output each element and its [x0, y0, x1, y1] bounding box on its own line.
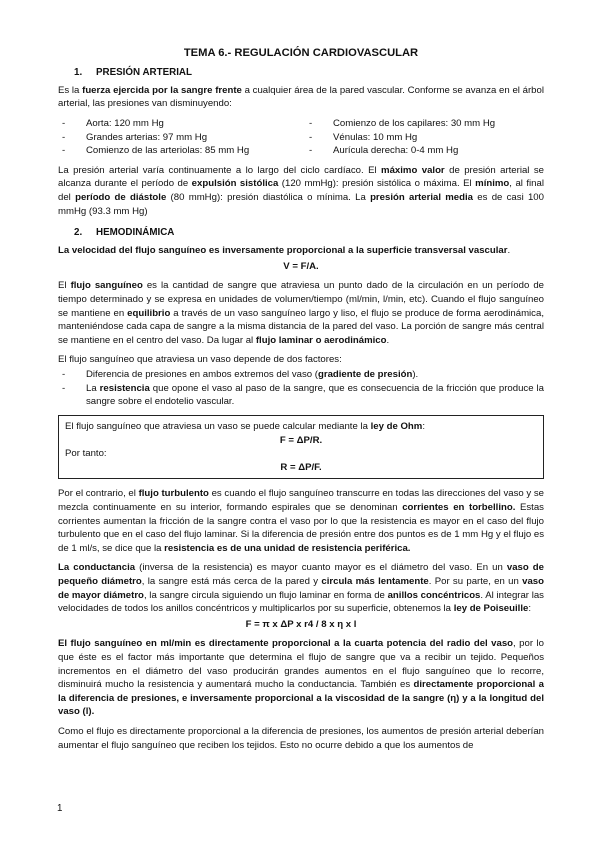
text-run: período de diástole — [75, 192, 167, 204]
list-item: - Diferencia de presiones en ambos extremos del vaso (gradiente de presión). — [62, 369, 419, 381]
text-run: fuerza ejercida por la sangre frente — [82, 84, 242, 96]
text-run: El — [58, 280, 71, 292]
text-run: gradiente de presión — [317, 369, 413, 381]
pressure-item: - Grandes arterias: 97 mm Hg — [62, 131, 208, 143]
paragraph-factors-intro: El flujo sanguíneo que atraviesa un vaso depende de dos factores: — [58, 354, 342, 366]
paragraph-radius — [58, 637, 544, 719]
section-heading-text: PRESIÓN ARTERIAL — [96, 66, 192, 78]
text-run: es de casi 100 mmHg (93.3 mm Hg) — [58, 192, 544, 217]
pressure-item: - Vénulas: 10 mm Hg — [309, 131, 418, 143]
pressure-item-text: Aorta: 120 mm Hg — [86, 118, 164, 130]
text-run: (inversa de la resistencia) es mayor cuanto mayor es el diámetro del vaso. En un — [135, 562, 507, 574]
text-run: Diferencia de presiones en ambos extremos del vaso ( — [86, 369, 318, 381]
text-run: ley de Poiseuille — [453, 603, 529, 615]
paragraph-flow-definition — [58, 279, 544, 347]
pressure-item: - Comienzo de las arteriolas: 85 mm Hg — [62, 145, 250, 157]
text-run: ley de Ohm — [370, 420, 423, 432]
pressure-item-text: Grandes arterias: 97 mm Hg — [86, 131, 208, 143]
text-run: , al final del — [58, 178, 544, 204]
text-run: (120 mmHg): presión sistólica o máxima. El — [278, 178, 476, 190]
text-run: vaso de mayor diámetro — [58, 576, 544, 601]
formula-poiseuille: F = π x ΔP x r4 / 8 x η x l — [245, 618, 357, 630]
text-run: Estas corrientes aumentan la fricción de la sangre contra el vaso por lo que la resistencia es mayor en el caso del flujo turbulento que en el caso del flujo laminar. Si la diferencia de presión entre dos puntos es de 1 mm Hg y el flujo es de 1 ml/s, se dice que la — [58, 501, 544, 554]
list-item: - La resistencia que opone el vaso al paso de la sangre, que es consecuencia de la fricción que produce la sangre sobre el endotelio vascular. — [62, 382, 544, 408]
text-run: es la cantidad de sangre que atraviesa un punto dado de la circulación en un período de tiempo determinado y se expresa en unidades de volumen/tiempo (ml/min, l/min, etc). Cuando el flujo sanguíneo se mantiene en — [58, 280, 544, 319]
text-run: circula más lentamente — [321, 576, 429, 587]
pressure-item: - Aurícula derecha: 0-4 mm Hg — [309, 145, 459, 157]
text-run: resistencia — [99, 382, 150, 394]
text-run: El flujo sanguíneo que atraviesa un vaso se puede calcular mediante la — [65, 420, 371, 432]
page-title: TEMA 6.- REGULACIÓN CARDIOVASCULAR — [183, 47, 419, 59]
page-content — [58, 46, 544, 758]
section-heading-presion-arterial — [74, 66, 544, 80]
text-run: a través de un vaso sanguíneo largo y liso, el flujo se produce de forma aerodinámica, manteniéndose cada capa de sangre a la misma distancia de la pared del vaso. La porción de sangre más central se mantiene en el centro del vaso. Da lugar al — [58, 307, 544, 346]
formula-resistance: R = ΔP/F. — [280, 461, 322, 473]
paragraph-variation — [58, 164, 544, 218]
text-run: resistencia es de una unidad de resistencia periférica. — [164, 542, 411, 554]
text-run: (80 mmHg): presión diastólica o mínima. La — [166, 192, 371, 204]
ohm-law-text — [65, 420, 537, 434]
text-run: flujo sanguíneo — [70, 280, 143, 292]
text-run: corrientes en torbellino. — [402, 501, 516, 513]
paragraph-turbulent — [58, 487, 544, 555]
paragraph-last — [58, 725, 544, 752]
text-run: La — [86, 382, 100, 394]
por-tanto-label: Por tanto: — [65, 448, 107, 460]
text-run: Por el contrario, el — [58, 488, 139, 500]
pressure-list — [58, 117, 544, 158]
text-run: El flujo sanguíneo en ml/min es directamente proporcional a la cuarta potencia del radio del vaso — [58, 638, 514, 650]
section-heading-text: HEMODINÁMICA — [96, 227, 175, 239]
text-run: ). — [412, 369, 419, 381]
section-number: 2. — [74, 227, 83, 239]
text-run: mínimo — [475, 178, 510, 190]
text-run: flujo laminar o aerodinámico — [255, 334, 387, 346]
section-heading-hemodinamica — [74, 226, 544, 240]
pressure-list-left — [58, 117, 297, 158]
text-run: presión arterial media — [370, 192, 473, 204]
text-run: expulsión sistólica — [191, 178, 279, 190]
page-number: 1 — [57, 803, 63, 814]
text-run: que opone el vaso al paso de la sangre, que es consecuencia de la fricción que produce la sangre sobre el endotelio vascular. — [86, 382, 544, 408]
text-run: , la sangre circula siguiendo un flujo laminar en forma de — [143, 589, 388, 601]
factors-list — [58, 368, 544, 409]
text-run: anillos concéntricos — [387, 589, 481, 601]
text-run: . — [507, 245, 511, 257]
text-run: máximo valor — [381, 164, 445, 176]
text-run: equilibrio — [127, 307, 171, 319]
paragraph-conductance — [58, 561, 544, 615]
pressure-item: - Comienzo de los capilares: 30 mm Hg — [309, 118, 496, 130]
formula-ohm: F = ΔP/R. — [279, 434, 323, 446]
paragraph-velocity — [58, 244, 544, 258]
text-run: , la sangre está más cerca de la pared y — [141, 576, 322, 587]
factor-resistance — [86, 382, 544, 409]
text-run: : — [422, 420, 425, 432]
text-run: directamente proporcional a la diferencia de presiones, e inversamente proporcional a la viscosidad de la sangre (η) y a la longitud del vaso (l). — [58, 679, 545, 718]
text-run: flujo turbulento — [138, 488, 209, 500]
paragraph-intro — [58, 84, 544, 111]
pressure-item-text: Vénulas: 10 mm Hg — [333, 131, 418, 143]
text-run: Como el flujo es directamente proporcional a la diferencia de presiones, los aumentos de presión arterial deberían aumentar el flujo sanguíneo que reciben los tejidos. Esto no ocurre debido a que los aumentos de — [58, 726, 544, 751]
pressure-item-text: Comienzo de las arteriolas: 85 mm Hg — [86, 145, 250, 157]
text-run: La conductancia — [58, 562, 136, 574]
pressure-item-text: Comienzo de los capilares: 30 mm Hg — [333, 118, 496, 130]
text-run: La presión arterial varía continuamente a lo largo del ciclo cardíaco. El — [58, 164, 382, 176]
text-run: : — [528, 603, 532, 615]
pressure-item: - Aorta: 120 mm Hg — [62, 118, 164, 130]
text-run: Es la — [58, 84, 83, 96]
text-run: . Al integrar las velocidades de todos los anillos concéntricos y multiplicarlos por su superficie, obtenemos la — [58, 589, 544, 615]
text-run: , por lo que éste es el factor más importante que determina el flujo de sangre que va a recibir un tejido. Pequeños incrementos en el diámetro del vaso producirán grandes aumentos en el flujo sanguíneo que lo recorre, disminuirá mucho la resistencia y aumentará mucho la conductancia. También es — [58, 638, 544, 691]
factor-pressure-gradient — [86, 368, 418, 382]
text-run: de presión arterial se alcanza durante el período de — [58, 164, 544, 190]
text-run: es cuando el flujo sanguíneo transcurre en todas las direcciones del vaso y se mezcla continuamente en su interior, formando espirales que se denominan — [58, 488, 544, 513]
text-run: La velocidad del flujo sanguíneo es inversamente proporcional a la superficie transversal vascular — [58, 245, 508, 257]
pressure-list-right — [297, 117, 544, 158]
text-run: . Por su parte, en un — [428, 576, 523, 587]
text-run: . — [386, 334, 390, 346]
text-run: vaso de pequeño diámetro — [58, 562, 544, 587]
formula-velocity: V = F/A. — [283, 260, 319, 272]
ohm-law-box — [58, 415, 544, 479]
text-run: a cualquier área de la pared vascular. Conforme se avanza en el árbol arterial, las presiones van disminuyendo: — [58, 84, 544, 110]
pressure-item-text: Aurícula derecha: 0-4 mm Hg — [333, 145, 459, 157]
section-number: 1. — [74, 66, 83, 78]
